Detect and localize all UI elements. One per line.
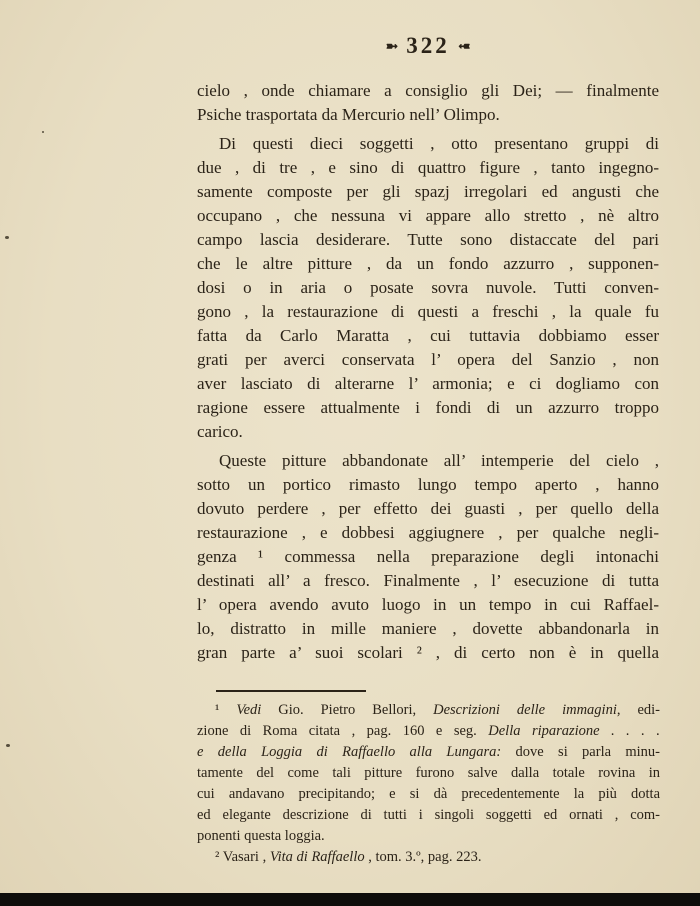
text-line: cielo , onde chiamare a consiglio gli Dei; — finalmente	[197, 81, 659, 100]
text-line: campo lascia desiderare. Tutte sono distaccate del pari	[197, 230, 659, 249]
text-line: ponenti questa loggia.	[197, 828, 325, 844]
text-line: ragione essere attualmente i fondi di un azzurro troppo	[197, 398, 659, 417]
text-line: che le altre pitture , da un fondo azzurro , supponen-	[197, 254, 659, 273]
text-line: genza ¹ commessa nella preparazione degli intonachi	[197, 547, 659, 566]
scan-speck	[5, 236, 9, 239]
paragraph	[197, 449, 659, 665]
body-text	[197, 79, 659, 670]
text-line: gono , la restaurazione di questi a freschi , la quale fu	[197, 302, 659, 321]
footnotes	[197, 700, 660, 868]
footnote	[197, 700, 660, 847]
text-line: samente composte per gli spazj irregolari ed angusti che	[197, 182, 659, 201]
text-line: l’ opera avendo avuto luogo in un tempo in cui Raffael-	[197, 595, 659, 614]
text-line: e della Loggia di Raffaello alla Lungara: dove si parla minu-	[197, 744, 660, 760]
text-line: due , di tre , e sino di quattro figure , tanto ingegno-	[197, 158, 659, 177]
arrow-ornament-right-icon: ➼	[457, 39, 471, 55]
text-line: Queste pitture abbandonate all’ intemperie del cielo ,	[219, 451, 659, 470]
page-header	[197, 33, 659, 59]
text-line: aver lasciato di alterarne l’ armonia; e ci dogliamo con	[197, 374, 659, 393]
paragraph	[197, 79, 659, 127]
text-line: sotto un portico rimasto lungo tempo aperto , hanno	[197, 475, 659, 494]
paragraph	[197, 132, 659, 444]
text-line: tamente del come tali pitture furono salve dalla totale rovina in	[197, 765, 660, 781]
scan-speck	[42, 131, 44, 133]
text-line: grati per averci conservata l’ opera del Sanzio , non	[197, 350, 659, 369]
text-line: fatta da Carlo Maratta , cui tuttavia dobbiamo esser	[197, 326, 659, 345]
text-line: occupano , che nessuna vi appare allo stretto , nè altro	[197, 206, 659, 225]
scan-edge-bar	[0, 893, 700, 906]
text-line: ed elegante descrizione di tutti i singoli soggetti ed ornati , com-	[197, 807, 660, 823]
footnote-rule	[216, 690, 366, 692]
text-line: carico.	[197, 422, 243, 441]
page-number: 322	[406, 33, 450, 58]
text-line: destinati all’ a fresco. Finalmente , l’ esecuzione di tutta	[197, 571, 659, 590]
scan-speck	[6, 744, 10, 747]
text-line: dosi o in aria o posate sovra nuvole. Tutti conven-	[197, 278, 659, 297]
text-line: restaurazione , e dobbesi aggiugnere , per qualche negli-	[197, 523, 659, 542]
text-line: zione di Roma citata , pag. 160 e seg. Della riparazione . . . .	[197, 723, 660, 739]
text-line: dovuto perdere , per effetto dei guasti , per quello della	[197, 499, 659, 518]
footnote	[197, 847, 660, 868]
text-line: ¹ Vedi Gio. Pietro Bellori, Descrizioni delle immagini, edi-	[215, 702, 660, 718]
text-line: Di questi dieci soggetti , otto presentano gruppi di	[219, 134, 659, 153]
text-line: lo, distratto in mille maniere , dovette abbandonarla in	[197, 619, 659, 638]
arrow-ornament-left-icon: ➼	[385, 39, 399, 55]
text-line: cui andavano precipitando; e si dà precedentemente la più dotta	[197, 786, 660, 802]
text-line: gran parte a’ suoi scolari ² , di certo non è in quella	[197, 643, 659, 662]
text-line: ² Vasari , Vita di Raffaello , tom. 3.º, pag. 223.	[215, 849, 482, 865]
text-line: Psiche trasportata da Mercurio nell’ Olimpo.	[197, 105, 500, 124]
